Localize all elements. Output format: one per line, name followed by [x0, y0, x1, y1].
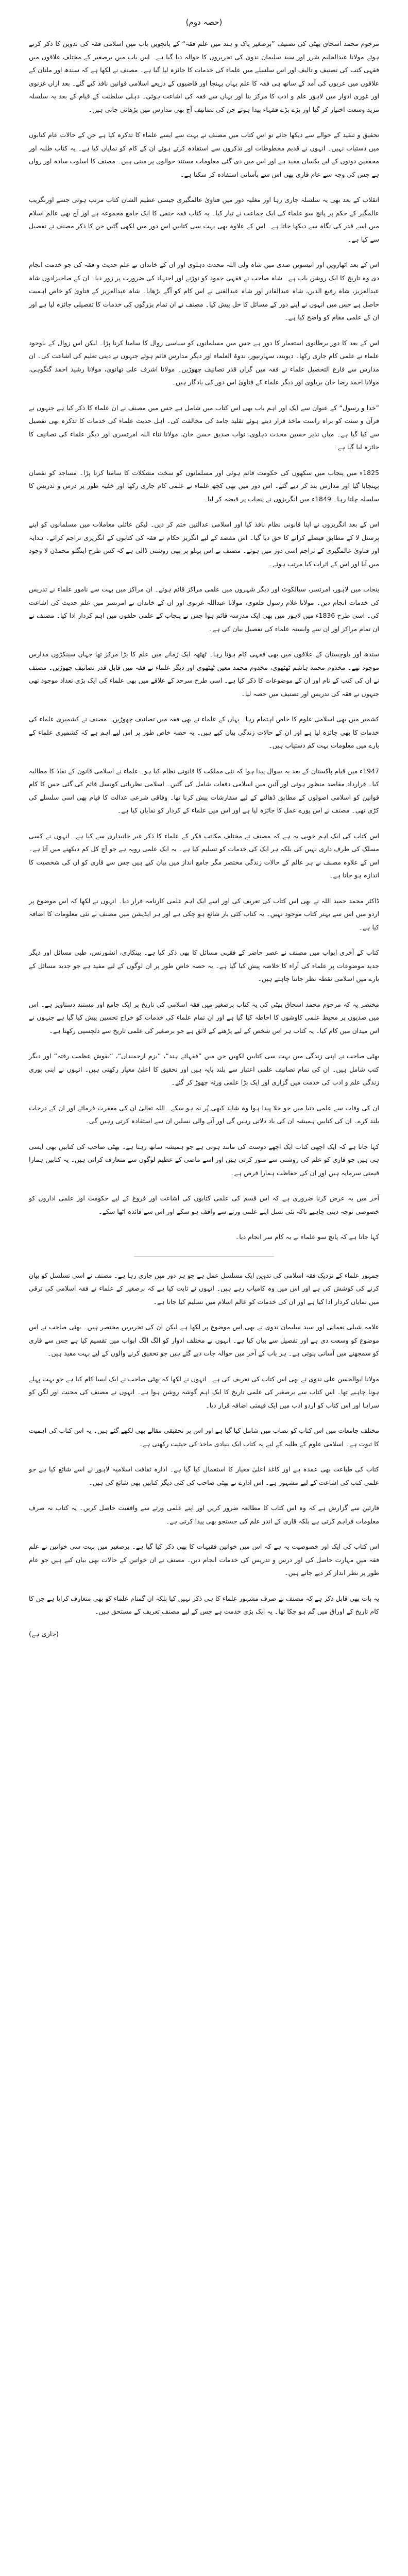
- paragraph: ”خدا و رسول“ کے عنوان سے ایک اور اہم باب بھی اس کتاب میں شامل ہے جس میں مصنف نے ان علماء کا ذکر کیا ہے جنہوں نے قرآن و سنت کو براہ راست ماخذ قرار دیتے ہوئے تقلید جامد کی مخالفت کی۔ اہل حدیث علماء کی خدمات کا تذکرہ بھی تفصیل سے کیا گیا ہے۔ میاں نذیر حسین محدث دہلوی، نواب صدیق حسن خان، مولانا ثناء اللہ امرتسری اور دیگر علماء کی تصانیف کا جائزہ لیا گیا ہے۔: [29, 403, 379, 451]
- paragraph: مختصر یہ کہ مرحوم محمد اسحاق بھٹی کی یہ کتاب برصغیر میں فقہ اسلامی کی تاریخ پر ایک جامع اور مستند دستاویز ہے۔ اس میں صدیوں پر محیط علمی کاوشوں کا احاطہ کیا گیا ہے اور ان تمام علماء کی خدمات کو خراج تحسین پیش کیا گیا ہے جنہوں نے اس میدان میں کام کیا۔ یہ کتاب ہر اس شخص کے لیے پڑھنے کے لائق ہے جو برصغیر کی علمی تاریخ سے دلچسپی رکھتا ہے۔: [29, 1000, 379, 1035]
- paragraph: مرحوم محمد اسحاق بھٹی کی تصنیف ”برصغیر پاک و ہند میں علم فقہ“ کے پانچویں باب میں اسلامی فقہ کی تدوین کا ذکر کرتے ہوئے مولانا عبدالحلیم شرر اور سید سلیمان ندوی کی تحریروں کا حوالہ دیا گیا ہے۔ اس باب میں برصغیر کے مختلف علاقوں میں فقہی کتب کی تصنیف و تالیف اور اس سلسلے میں علماء کی خدمات کا جائزہ لیا گیا ہے۔ مصنف نے لکھا ہے کہ سندھ اور ملتان کے علاقوں میں عربوں کی آمد کے ساتھ ہی فقہ کا علم یہاں پہنچا اور قاضیوں کے ذریعے اسلامی قوانین نافذ کیے گئے۔ بعد ازاں غزنوی اور غوری ادوار میں لاہور علم و ادب کا مرکز بنا اور یہاں سے فقہ کی اشاعت ہوئی۔ دہلی سلطنت کے قیام کے بعد یہ سلسلہ مزید وسعت اختیار کر گیا اور بڑے بڑے فقہاء پیدا ہوئے جن کی تصانیف آج بھی مدارس میں پڑھائی جاتی ہیں۔: [29, 40, 379, 113]
- paragraph: اس کتاب کی ایک اور خصوصیت یہ ہے کہ اس میں خواتین فقیہات کا بھی ذکر کیا گیا ہے۔ برصغیر میں بہت سی خواتین نے علم فقہ میں مہارت حاصل کی اور درس و تدریس کی خدمات انجام دیں۔ مصنف نے ان خواتین کے حالات بھی بیان کیے ہیں جو عام طور پر نظر انداز کر دیے جاتے ہیں۔: [29, 1543, 379, 1577]
- paragraph: کتاب کے آخری ابواب میں مصنف نے عصر حاضر کے فقہی مسائل کا بھی ذکر کیا ہے۔ بینکاری، انشورنس، طبی مسائل اور دیگر جدید موضوعات پر علماء کی آراء کا خلاصہ پیش کیا گیا ہے۔ یہ حصہ خاص طور پر ان لوگوں کے لیے مفید ہے جو جدید مسائل کے بارے میں اسلامی نقطہ نظر جاننا چاہتے ہیں۔: [29, 948, 379, 982]
- paragraph: اس کتاب کی ایک اہم خوبی یہ ہے کہ مصنف نے مختلف مکاتب فکر کے علماء کا ذکر غیر جانبداری سے کیا ہے۔ انہوں نے کسی مسلک کی طرف داری نہیں کی بلکہ ہر ایک کی خدمات کو تسلیم کیا ہے۔ یہ ایک علمی رویہ ہے جو آج کل کم دیکھنے میں آتا ہے۔ اس کے علاوہ مصنف نے ہر عالم کے حالات زندگی مختصر مگر جامع انداز میں بیان کیے ہیں جس سے قاری کو ان کی شخصیت کا اندازہ ہو جاتا ہے۔: [29, 832, 379, 879]
- paragraph: ان کی وفات سے علمی دنیا میں جو خلا پیدا ہوا وہ شاید کبھی پُر نہ ہو سکے۔ اللہ تعالیٰ ان کی مغفرت فرمائے اور ان کے درجات بلند کرے۔ ان کی کتابیں ہمیشہ ان کی یاد دلاتی رہیں گی اور آنے والی نسلیں ان سے استفادہ کرتی رہیں گی۔: [29, 1104, 379, 1125]
- paragraph: کشمیر میں بھی اسلامی علوم کا خاص اہتمام رہا۔ یہاں کے علماء نے بھی فقہ میں تصانیف چھوڑیں۔ مصنف نے کشمیری علماء کی خدمات کا بھی جائزہ لیا ہے اور ان کے حالات زندگی بیان کیے ہیں۔ یہ حصہ خاص طور پر اس لیے اہم ہے کہ کشمیری علماء کے بارے میں معلومات بہت کم دستیاب ہیں۔: [29, 715, 379, 749]
- paragraph: اس کے بعد اٹھارویں اور انیسویں صدی میں شاہ ولی اللہ محدث دہلوی اور ان کے خاندان نے علم حدیث و فقہ کی جو خدمت انجام دی وہ تاریخ کا ایک روشن باب ہے۔ شاہ صاحب نے فقہی جمود کو توڑنے اور اجتہاد کی ضرورت پر زور دیا۔ ان کے صاحبزادوں شاہ عبدالعزیز، شاہ رفیع الدین، شاہ عبدالقادر اور شاہ عبدالغنی نے اس کام کو آگے بڑھایا۔ شاہ عبدالعزیز کے فتاویٰ کو خاص اہمیت حاصل ہے جس میں انہوں نے اپنے دور کے مسائل کا حل پیش کیا۔ مصنف نے ان تمام بزرگوں کی خدمات کا تفصیلی جائزہ لیا ہے اور ان کے علمی مقام کو واضح کیا ہے۔: [29, 261, 379, 321]
- paragraph: 1825ء میں پنجاب میں سکھوں کی حکومت قائم ہوئی اور مسلمانوں کو سخت مشکلات کا سامنا کرنا پڑا۔ مساجد کو نقصان پہنچایا گیا اور مدارس بند کر دیے گئے۔ اس دور میں بھی کچھ علماء نے علمی کام جاری رکھا اور خفیہ طور پر درس و تدریس کا سلسلہ چلتا رہا۔ 1849ء میں انگریزوں نے پنجاب پر قبضہ کر لیا۔: [29, 468, 379, 503]
- paragraph: جمہور علماء کے نزدیک فقہ اسلامی کی تدوین ایک مسلسل عمل ہے جو ہر دور میں جاری رہا ہے۔ مصنف نے اسی تسلسل کو بیان کرنے کی کوشش کی ہے اور اس میں وہ کامیاب رہے ہیں۔ انہوں نے ثابت کیا ہے کہ برصغیر کے علماء نے فقہ اسلامی کی ترقی میں نمایاں کردار ادا کیا ہے اور ان کی خدمات کو عالم اسلام میں تسلیم کیا جاتا ہے۔: [29, 1271, 379, 1306]
- paragraph: انقلاب کے بعد بھی یہ سلسلہ جاری رہا اور مغلیہ دور میں فتاویٰ عالمگیری جیسی عظیم الشان کتاب مرتب ہوئی جسے اورنگزیب عالمگیر کے حکم پر پانچ سو علماء کی ایک جماعت نے تیار کیا۔ یہ کتاب فقہ حنفی کا ایک جامع مجموعہ ہے اور آج بھی عالم اسلام میں اسے قدر کی نگاہ سے دیکھا جاتا ہے۔ اس کے علاوہ بھی بہت سی کتابیں اس دور میں لکھی گئیں جن کا ذکر مصنف نے تفصیل سے کیا ہے۔: [29, 196, 379, 243]
- paragraph: بھٹی صاحب نے اپنی زندگی میں بہت سی کتابیں لکھیں جن میں ”فقہائے ہند“، ”بزم ارجمنداں“، ”نقوش عظمت رفتہ“ اور دیگر کتب شامل ہیں۔ ان کی تمام تصانیف علمی اعتبار سے بلند پایہ ہیں اور تحقیق کا اعلیٰ معیار رکھتی ہیں۔ انہوں نے اپنی پوری زندگی علم و ادب کی خدمت میں گزاری اور ایک بڑا علمی ورثہ چھوڑ کر گئے۔: [29, 1052, 379, 1086]
- article-body: [29, 37, 379, 1618]
- paragraph: مختلف جامعات میں اس کتاب کو نصاب میں شامل کیا گیا ہے اور اس پر تحقیقی مقالے بھی لکھے گئے ہیں۔ یہ اس کتاب کی اہمیت کا ثبوت ہے۔ اسلامی علوم کے طلبہ کے لیے یہ کتاب ایک بنیادی ماخذ کی حیثیت رکھتی ہے۔: [29, 1427, 379, 1448]
- closing-note: کہا جاتا ہے کہ پانچ سو علماء نے یہ کام سر انجام دیا۔: [235, 1233, 379, 1241]
- paragraph: ڈاکٹر محمد حمید اللہ نے بھی اس کتاب کی تعریف کی اور اسے ایک اہم علمی کارنامہ قرار دیا۔ انہوں نے لکھا کہ اس موضوع پر اردو میں اس سے بہتر کتاب موجود نہیں۔ یہ کتاب کئی بار شائع ہو چکی ہے اور ہر ایڈیشن میں مصنف نے نئی معلومات کا اضافہ کیا ہے۔: [29, 896, 379, 931]
- paragraph: تحقیق و تنقید کے حوالے سے دیکھا جائے تو اس کتاب میں مصنف نے بہت سے ایسے علماء کا تذکرہ کیا ہے جن کے حالات عام کتابوں میں دستیاب نہیں۔ انہوں نے قدیم مخطوطات اور تذکروں سے استفادہ کرتے ہوئے ان کے کام کو نمایاں کیا ہے۔ یہ کتاب طلبہ اور محققین دونوں کے لیے یکساں مفید ہے اور اس میں دی گئی معلومات مستند حوالوں پر مبنی ہیں۔ مصنف کا اسلوب سادہ اور رواں ہے جس کی وجہ سے عام قاری بھی اس سے بآسانی استفادہ کر سکتا ہے۔: [29, 131, 379, 178]
- paragraph: کہا جاتا ہے کہ ایک اچھی کتاب ایک اچھے دوست کی مانند ہوتی ہے جو ہمیشہ ساتھ رہتا ہے۔ بھٹی صاحب کی کتابیں بھی ایسی ہی ہیں جو قاری کو علم کی روشنی سے منور کرتی ہیں اور اسے ماضی کے عظیم لوگوں سے متعارف کراتی ہیں۔ یہ کتابیں ہمارا قیمتی سرمایہ ہیں اور ان کی حفاظت ہمارا فرض ہے۔: [29, 1142, 379, 1177]
- page-title: (حصہ دوم): [185, 18, 223, 27]
- section-divider: [134, 1256, 274, 1257]
- paragraph: یہ بات بھی قابل ذکر ہے کہ مصنف نے صرف مشہور علماء کا ہی ذکر نہیں کیا بلکہ ان گمنام علماء کو بھی متعارف کرایا ہے جن کا کام تاریخ کے اوراق میں گم ہو چکا تھا۔ یہ ایک بڑی خدمت ہے جس کے لیے مصنف تعریف کے مستحق ہیں۔: [29, 1594, 379, 1615]
- paragraph: علامہ شبلی نعمانی اور سید سلیمان ندوی نے بھی اس موضوع پر لکھا ہے لیکن ان کی تحریریں مختصر ہیں۔ بھٹی صاحب نے اس موضوع کو وسعت دی ہے اور تفصیل سے بیان کیا ہے۔ انہوں نے مختلف ادوار کو الگ الگ ابواب میں تقسیم کیا ہے جس سے قاری کو سمجھنے میں آسانی ہوتی ہے۔ ہر باب کے آخر میں حوالہ جات دیے گئے ہیں جو تحقیق کرنے والوں کے لیے بہت مفید ہیں۔: [29, 1323, 379, 1357]
- paragraph: پنجاب میں لاہور، امرتسر، سیالکوٹ اور دیگر شہروں میں علمی مراکز قائم ہوئے۔ ان مراکز میں بہت سے نامور علماء نے تدریس کی خدمات انجام دیں۔ مولانا غلام رسول قلعوی، مولانا عبداللہ غزنوی اور ان کے خاندان نے امرتسر میں علم حدیث کی اشاعت کی۔ اسی طرح 1836ء میں لاہور میں بھی ایک مدرسہ قائم ہوا جس نے پنجاب کے علمی حلقوں میں اہم کردار ادا کیا۔ مصنف نے ان تمام مراکز اور ان سے وابستہ علماء کی تفصیل بیان کی ہے۔: [29, 585, 379, 633]
- paragraph: مولانا ابوالحسن علی ندوی نے بھی اس کتاب کی تعریف کی ہے۔ انہوں نے لکھا کہ بھٹی صاحب نے ایک ایسا کام کیا ہے جو بہت پہلے ہونا چاہیے تھا۔ اس کتاب سے برصغیر کی علمی تاریخ کا ایک اہم گوشہ روشن ہوا ہے۔ انہوں نے مصنف کی محنت اور لگن کو سراہا اور اس کتاب کو اردو ادب میں ایک قیمتی اضافہ قرار دیا۔: [29, 1375, 379, 1409]
- paragraph: اس کے بعد کا دور برطانوی استعمار کا دور ہے جس میں مسلمانوں کو سیاسی زوال کا سامنا کرنا پڑا۔ لیکن اس زوال کے باوجود علماء نے علمی کام جاری رکھا۔ دیوبند، سہارنپور، ندوۃ العلماء اور دیگر مدارس قائم ہوئے جنہوں نے دینی تعلیم کی اشاعت کی۔ ان مدارس سے فارغ التحصیل علماء نے فقہ میں گراں قدر تصانیف چھوڑیں۔ مولانا اشرف علی تھانوی، مولانا رشید احمد گنگوہی، مولانا احمد رضا خان بریلوی اور دیگر علماء کے فتاویٰ اس دور کی یادگار ہیں۔: [29, 338, 379, 386]
- paragraph: قارئین سے گزارش ہے کہ وہ اس کتاب کا مطالعہ ضرور کریں اور اپنے علمی ورثے سے واقفیت حاصل کریں۔ یہ کتاب نہ صرف معلومات فراہم کرتی ہے بلکہ قاری کے اندر علم کی جستجو بھی پیدا کرتی ہے۔: [29, 1504, 379, 1525]
- paragraph: سندھ اور بلوچستان کے علاقوں میں بھی فقہی کام ہوتا رہا۔ ٹھٹھہ ایک زمانے میں علم کا بڑا مرکز تھا جہاں سینکڑوں مدارس موجود تھے۔ مخدوم محمد ہاشم ٹھٹھوی، مخدوم محمد معین ٹھٹھوی اور دیگر علماء نے فقہ میں قابل قدر تصانیف چھوڑیں۔ مصنف نے ان کی کتب کے نام اور ان کے موضوعات کا ذکر کیا ہے۔ اسی طرح سرحد کے علاقے میں بھی علماء کی ایک بڑی تعداد موجود تھی جنہوں نے فقہ کی تدریس اور تصنیف میں حصہ لیا۔: [29, 650, 379, 698]
- continuation-note: (جاری ہے): [29, 1630, 59, 1638]
- paragraph: اس کے بعد انگریزوں نے اپنا قانونی نظام نافذ کیا اور اسلامی عدالتیں ختم کر دیں۔ لیکن عائلی معاملات میں مسلمانوں کو اپنے پرسنل لا کے مطابق فیصلے کرانے کا حق دیا گیا۔ اس مقصد کے لیے انگریز حکام نے فقہ کی کتابوں کے انگریزی تراجم کرائے۔ ہدایہ اور فتاویٰ عالمگیری کے تراجم اسی دور میں ہوئے۔ مصنف نے اس پہلو پر بھی روشنی ڈالی ہے کہ کس طرح اینگلو محمڈن لا وجود میں آیا اور اس کے اثرات کیا مرتب ہوئے۔: [29, 520, 379, 568]
- paragraph: 1947ء میں قیام پاکستان کے بعد یہ سوال پیدا ہوا کہ نئی مملکت کا قانونی نظام کیا ہو۔ علماء نے اسلامی قانون کے نفاذ کا مطالبہ کیا۔ قرارداد مقاصد منظور ہوئی اور آئین میں اسلامی دفعات شامل کی گئیں۔ اسلامی نظریاتی کونسل قائم کی گئی جس کا کام قوانین کو اسلامی اصولوں کے مطابق ڈھالنے کے لیے سفارشات پیش کرنا تھا۔ وفاقی شرعی عدالت کا قیام بھی اسی سلسلے کی کڑی تھی۔ مصنف نے اس پورے عمل کا جائزہ لیا ہے اور اس میں علماء کے کردار کو نمایاں کیا ہے۔: [29, 767, 379, 814]
- paragraph: آخر میں یہ عرض کرنا ضروری ہے کہ اس قسم کی علمی کتابوں کی اشاعت اور فروغ کے لیے حکومت اور علمی اداروں کو خصوصی توجہ دینی چاہیے تاکہ نئی نسل اپنے علمی ورثے سے واقف ہو سکے اور اس سے فائدہ اٹھا سکے۔: [29, 1194, 379, 1215]
- paragraph: کتاب کی طباعت بھی عمدہ ہے اور کاغذ اعلیٰ معیار کا استعمال کیا گیا ہے۔ ادارہ ثقافت اسلامیہ لاہور نے اسے شائع کیا ہے جو علمی کتب کی اشاعت کے لیے مشہور ہے۔ اس ادارے نے بھٹی صاحب کی کئی دیگر کتابیں بھی شائع کی ہیں۔: [29, 1465, 379, 1486]
